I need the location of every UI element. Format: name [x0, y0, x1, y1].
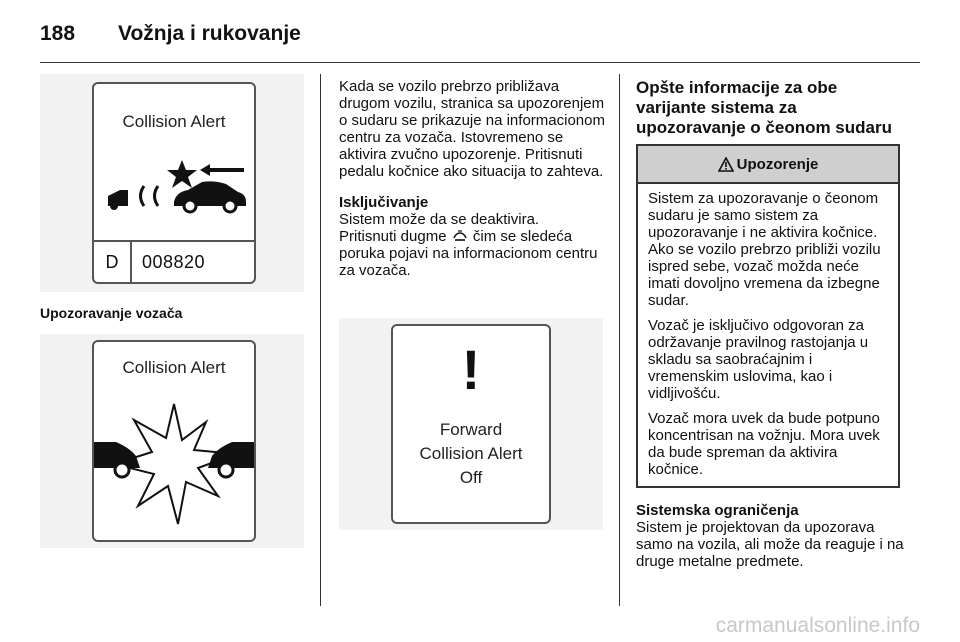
warning-box	[636, 144, 900, 488]
page-number: 188	[40, 22, 76, 45]
warning-paragraph-2: Vozač je isključivo odgovoran za održavanje pravilnog rastojanja u skladu sa saobraćajnim i vremenskim uslovima, kao i vidljivošću.	[648, 317, 869, 402]
section-title-line-1: Opšte informacije za obe	[636, 78, 838, 97]
deactivation-press: Pritisnuti dugme	[339, 228, 447, 245]
driver-warning-display	[92, 340, 256, 542]
limits-heading: Sistemska ograničenja	[636, 502, 799, 519]
warning-paragraph-3: Vozač mora uvek da bude potpuno koncentrisan na vožnju. Mora uvek da bude spreman da aktivira kočnice.	[648, 410, 880, 478]
fca-line-2: Collision Alert	[419, 444, 523, 463]
column-2	[339, 78, 607, 279]
deactivation-section	[339, 194, 607, 279]
warning-paragraph-1: Sistem za upozoravanje o čeonom sudaru je samo sistem za upozoravanje i ne aktivira kočnice. Ako se vozilo prebrzo približi vozilu ispred sebe, vozač možda neće imati dovoljno vremena da izbegne sudar.	[648, 190, 881, 309]
warning-header	[638, 146, 898, 184]
figure-caption: Upozoravanje vozača	[40, 305, 183, 321]
exclamation-icon: !	[461, 338, 481, 401]
column-divider-2	[619, 74, 620, 606]
deactivation-heading: Isključivanje	[339, 194, 429, 211]
page-title: Vožnja i rukovanje	[118, 22, 301, 45]
limits-text: Sistem je projektovan da upozorava samo na vozila, ali može da reaguje i na druge metalne predmete.	[636, 519, 904, 570]
collision-alert-display	[92, 82, 256, 284]
gear-indicator: D	[94, 242, 132, 282]
warning-label: Upozorenje	[736, 155, 819, 173]
display-status-bar	[94, 240, 254, 282]
driver-warning-figure	[40, 334, 304, 548]
column-3	[636, 78, 904, 570]
section-title-line-2: varijante sistema za	[636, 98, 797, 117]
watermark: carmanualsonline.info	[715, 614, 920, 637]
fca-off-display	[391, 324, 551, 524]
fca-line-3: Off	[459, 468, 483, 487]
collision-alert-figure	[40, 74, 304, 292]
page-header	[40, 14, 301, 54]
fca-line-1: Forward	[439, 420, 503, 439]
deactivation-line: Sistem može da se deaktivira.	[339, 211, 540, 228]
deactivation-rest: čim se sledeća poruka pojavi na informacionom centru za vozača.	[339, 228, 598, 279]
section-title-line-3: upozoravanje o čeonom sudaru	[636, 118, 892, 137]
warning-body	[638, 184, 898, 486]
fca-off-figure	[339, 318, 603, 530]
intro-paragraph: Kada se vozilo prebrzo približava drugom vozilu, stranica sa upozorenjem o sudaru se prikazuje na informacionom centru za vozača. Istovremeno se aktivira zvučno upozorenje. Pritisnuti pedalu kočnice ako situacija to zahteva.	[339, 78, 605, 180]
vehicle-approach-icon	[104, 156, 248, 218]
display-title: Collision Alert	[122, 358, 226, 377]
display-title: Collision Alert	[122, 112, 226, 131]
column-divider-1	[320, 74, 321, 606]
section-title	[636, 78, 904, 138]
system-limits-section	[636, 502, 904, 570]
deactivation-instruction	[339, 228, 607, 279]
header-divider	[40, 62, 920, 63]
odometer-readout: 008820	[142, 251, 206, 272]
forward-collision-button-icon	[453, 230, 467, 242]
warning-triangle-icon	[718, 157, 734, 172]
collision-burst-icon	[94, 392, 254, 542]
